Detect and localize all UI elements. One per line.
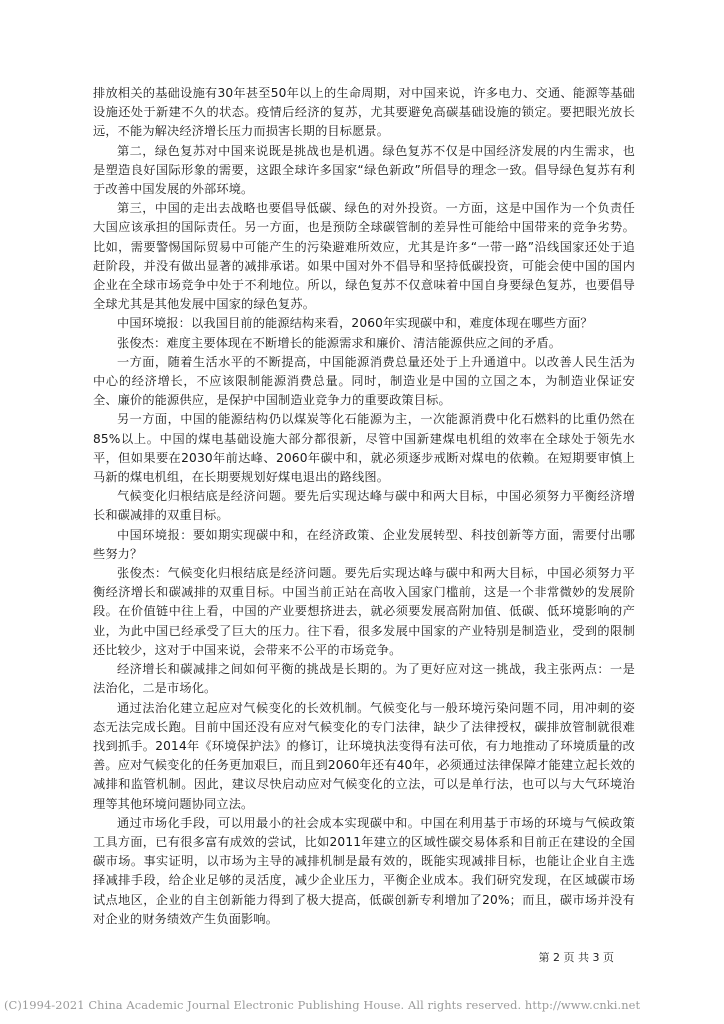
paragraph-green-recovery: 第二，绿色复苏对中国来说既是挑战也是机遇。绿色复苏不仅是中国经济发展的内生需求，也是塑造良好国际形象的需要，这跟全球许多国家“绿色新政”所倡导的理念一致。倡导绿色复苏有利于改善中国发展的外部环境。 bbox=[93, 143, 635, 197]
page-number: 第 2 页 共 3 页 bbox=[538, 951, 614, 964]
paragraph-question-efforts: 中国环境报：要如期实现碳中和，在经济政策、企业发展转型、科技创新等方面，需要付出哪些努力？ bbox=[93, 527, 635, 561]
paragraph-balance-challenge: 经济增长和碳减排之间如何平衡的挑战是长期的。为了更好应对这一挑战，我主张两点：一是法治化，二是市场化。 bbox=[93, 662, 635, 696]
paragraph-coal-structure: 另一方面，中国的能源结构仍以煤炭等化石能源为主，一次能源消费中化石燃料的比重仍然在85%以上。中国的煤电基础设施大部分都很新，尽管中国新建煤电机组的效率在全球处于领先水平，但如果要在2030年前达峰、2060年碳中和，就必须逐步戒断对煤电的依赖。在短期要审慎上马新的煤电机组，在长期要规划好煤电退出的路线图。 bbox=[93, 412, 635, 485]
paragraph-answer-efforts: 张俊杰：气候变化归根结底是经济问题。要先后实现达峰与碳中和两大目标，中国必须努力平衡经济增长和碳减排的双重目标。中国当前正站在高收入国家门槛前，这是一个非常微妙的发展阶段。在价值链中往上看，中国的产业要想挤进去，就必须要发展高附加值、低碳、低环境影响的产业，为此中国已经承受了巨大的压力。往下看，很多发展中国家的产业特别是制造业，受到的限制还比较少，这对于中国来说，会带来不公平的市场竞争。 bbox=[93, 566, 635, 657]
paragraph-energy-demand: 一方面，随着生活水平的不断提高，中国能源消费总量还处于上升通道中。以改善人民生活为中心的经济增长，不应该限制能源消费总量。同时，制造业是中国的立国之本，为制造业保证安全、廉价的能源供应，是保护中国制造业竞争力的重要政策目标。 bbox=[93, 354, 635, 408]
paragraph-economic-problem: 气候变化归根结底是经济问题。要先后实现达峰与碳中和两大目标，中国必须努力平衡经济增长和碳减排的双重目标。 bbox=[93, 489, 635, 523]
copyright-notice: (C)1994-2021 China Academic Journal Electronic Publishing House. All rights reserved. http://www.cnki.net bbox=[4, 998, 641, 1012]
paragraph-question-energy-structure: 中国环境报：以我国目前的能源结构来看，2060年实现碳中和，难度体现在哪些方面？ bbox=[117, 316, 593, 331]
paragraph-answer-energy-structure: 张俊杰：难度主要体现在不断增长的能源需求和廉价、清洁能源供应之间的矛盾。 bbox=[117, 335, 562, 350]
article-body bbox=[93, 84, 635, 929]
paragraph-infrastructure-lock-in: 排放相关的基础设施有30年甚至50年以上的生命周期，对中国来说，许多电力、交通、能源等基础设施还处于新建不久的状态。疫情后经济的复苏，尤其要避免高碳基础设施的锁定。要把眼光放长远，不能为解决经济增长压力而损害长期的目标愿景。 bbox=[93, 86, 635, 139]
paragraph-rule-of-law: 通过法治化建立起应对气候变化的长效机制。气候变化与一般环境污染问题不同，用冲刺的姿态无法完成长跑。目前中国还没有应对气候变化的专门法律，缺少了法律授权，碳排放管制就很难找到抓手。2014年《环境保护法》的修订，让环境执法变得有法可依，有力地推动了环境质量的改善。应对气候变化的任务更加艰巨，而且到2060年还有40年，必须通过法律保障才能建立起长效的减排和监管机制。因此，建议尽快启动应对气候变化的立法，可以是单行法，也可以与大气环境治理等其他环境问题协同立法。 bbox=[93, 700, 635, 811]
paragraph-outbound-investment: 第三，中国的走出去战略也要倡导低碳、绿色的对外投资。一方面，这是中国作为一个负责任大国应该承担的国际责任。另一方面，也是预防全球碳管制的差异性可能给中国带来的竞争劣势。比如，需要警惕国际贸易中可能产生的污染避难所效应，尤其是许多“一带一路”沿线国家还处于追赶阶段，并没有做出显著的减排承诺。如果中国对外不倡导和坚持低碳投资，可能会使中国的国内企业在全球市场竞争中处于不利地位。所以，绿色复苏不仅意味着中国自身要绿色复苏，也要倡导全球尤其是其他发展中国家的绿色复苏。 bbox=[93, 201, 635, 312]
paragraph-market-mechanism: 通过市场化手段，可以用最小的社会成本实现碳中和。中国在利用基于市场的环境与气候政策工具方面，已有很多富有成效的尝试，比如2011年建立的区域性碳交易体系和目前正在建设的全国碳市场。事实证明，以市场为主导的减排机制是最有效的，既能实现减排目标，也能让企业自主选择减排手段，给企业足够的灵活度，减少企业压力，平衡企业成本。我们研究发现，在区域碳市场试点地区，企业的自主创新能力得到了极大提高，低碳创新专利增加了20%；而且，碳市场并没有对企业的财务绩效产生负面影响。 bbox=[93, 815, 635, 926]
